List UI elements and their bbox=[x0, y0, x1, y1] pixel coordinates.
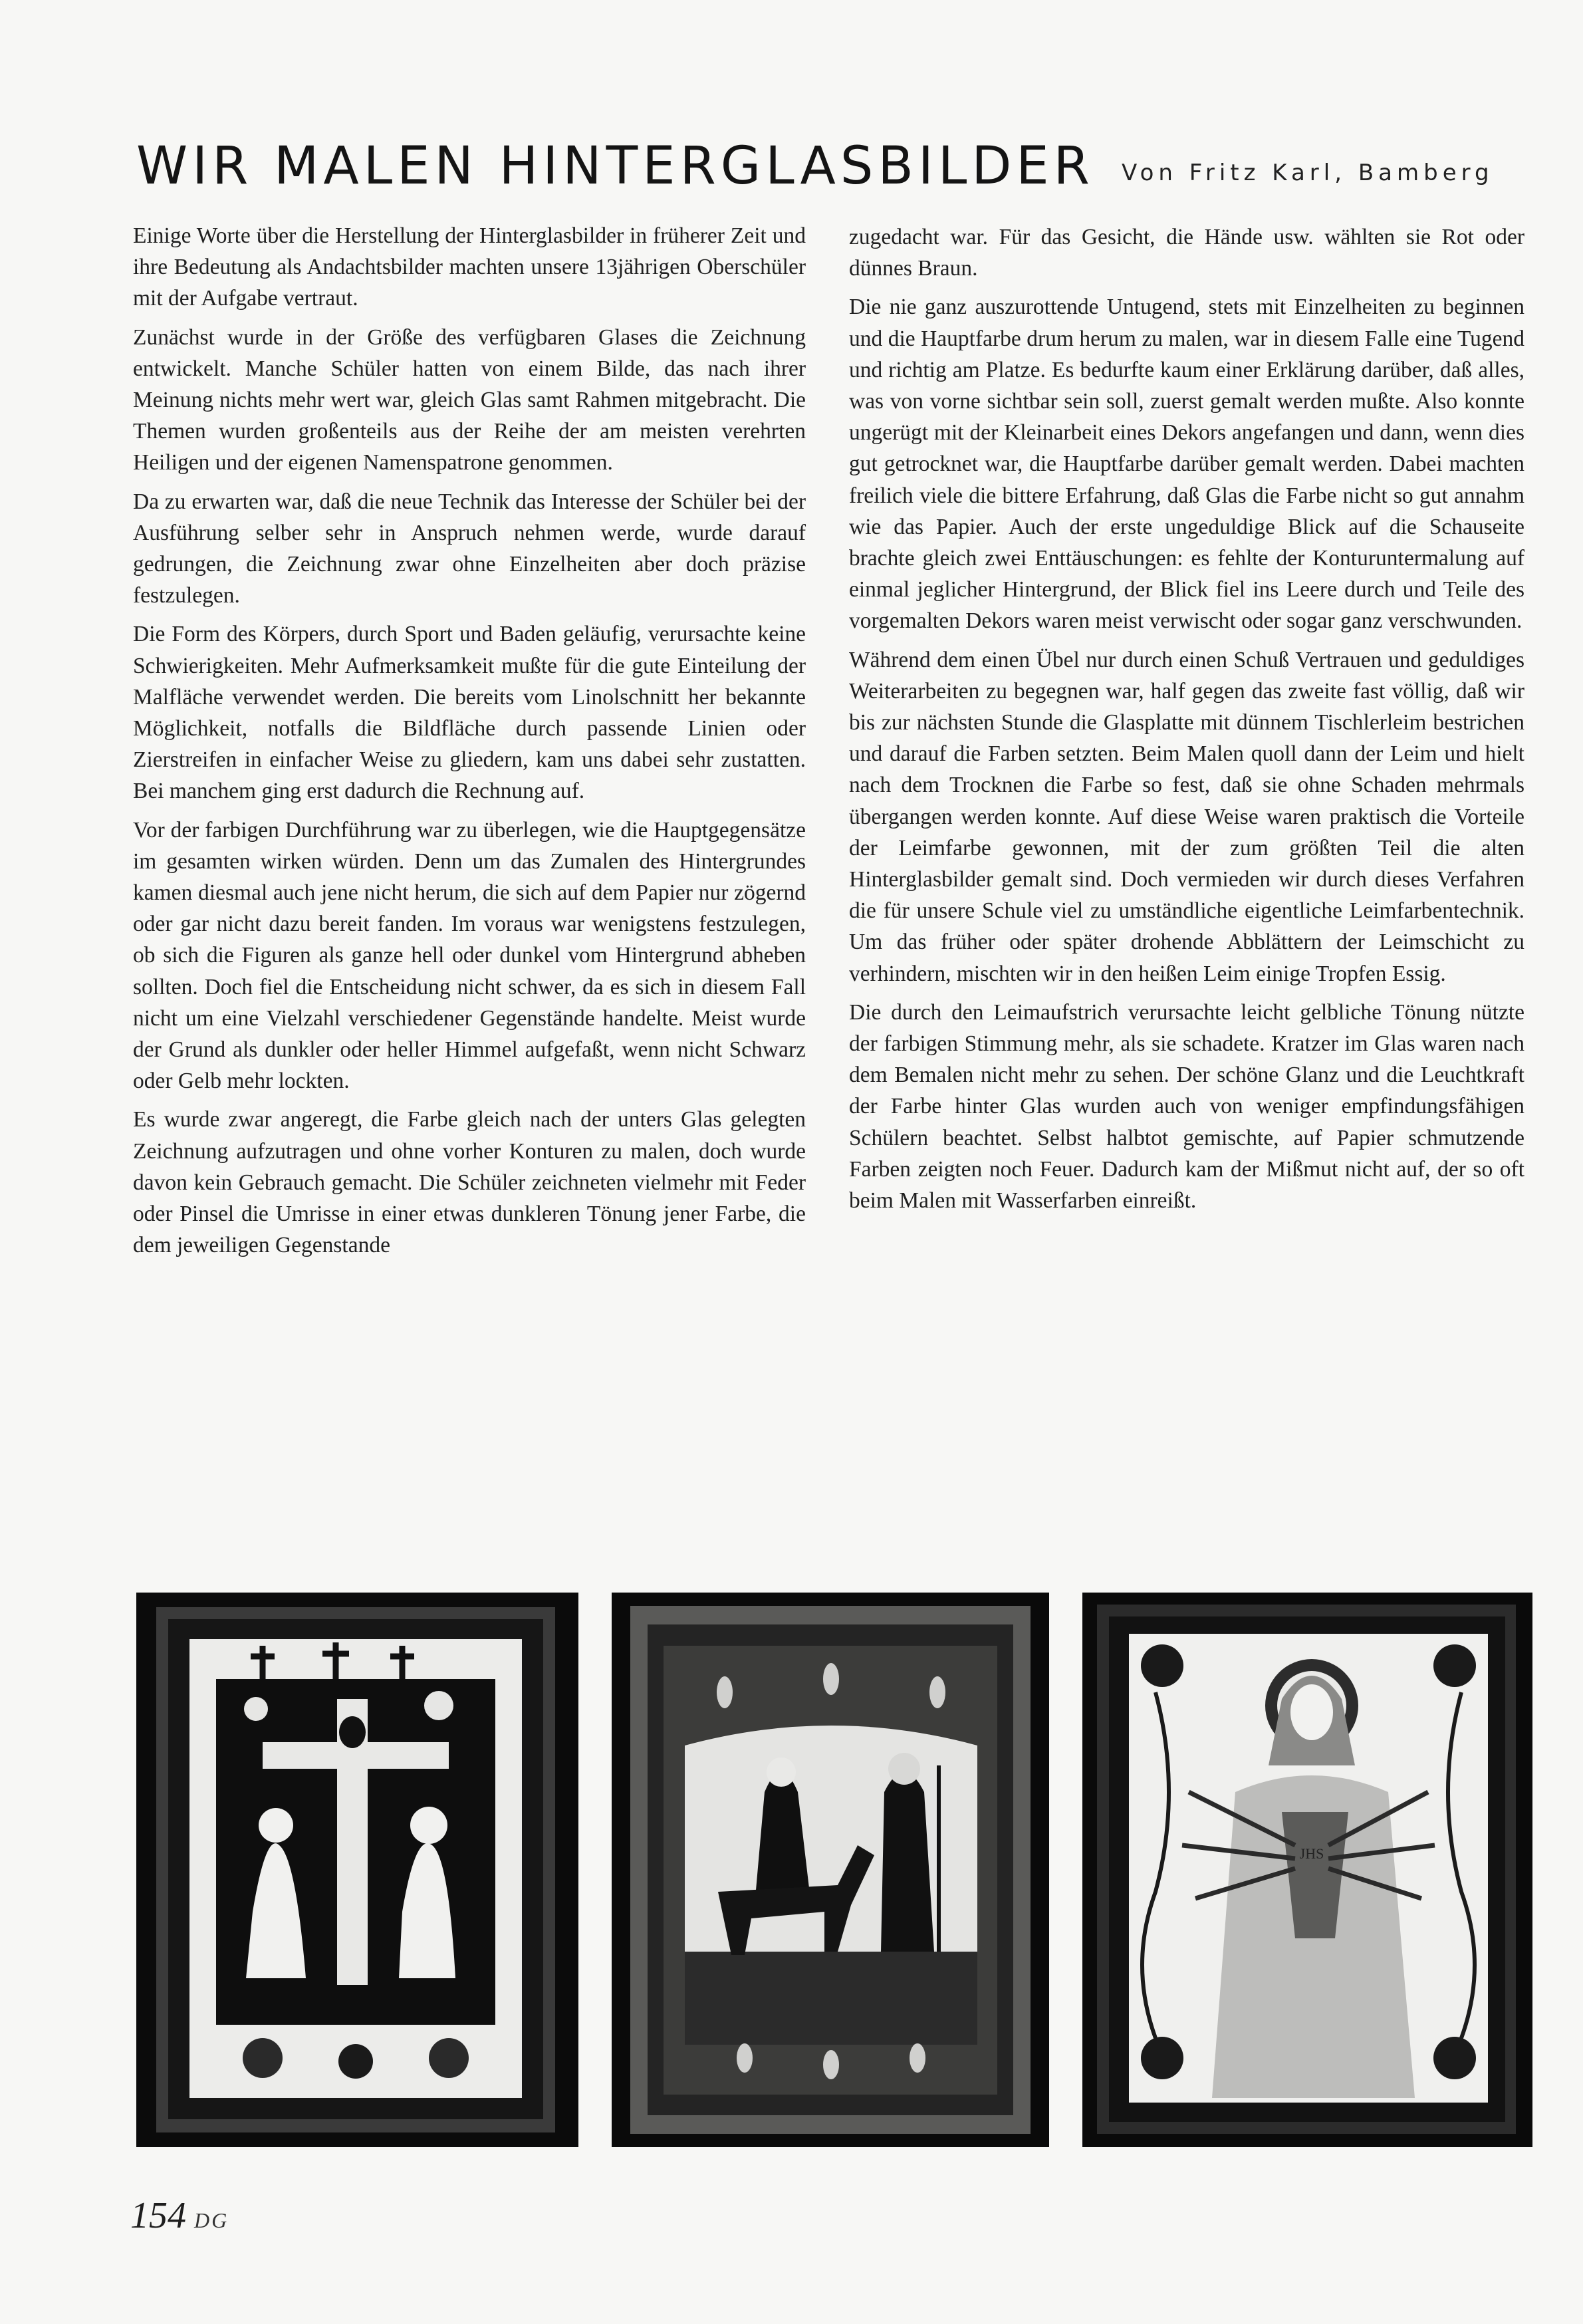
page-number: 154 bbox=[130, 2195, 186, 2236]
paragraph: Vor der farbigen Durchführung war zu überlegen, wie die Hauptgegensätze im gesamten wirken würden. Denn um das Zumalen des Hintergrundes kamen diesmal auch jene nicht herum, die sich auf dem Papier nur zögernd oder gar nicht dazu bereit fanden. Im voraus war wenigstens festzulegen, ob sich die Figuren als ganze hell oder dunkel vom Hintergrund abheben sollten. Doch fiel die Entscheidung nicht schwer, da es sich in diesem Fall nicht um eine Vielzahl verschiedener Gegenstände handelte. Meist wurde der Grund als dunkler oder heller Himmel aufgefaßt, wenn nicht Schwarz oder Gelb mehr lockten. bbox=[133, 817, 806, 1094]
paragraph: Die durch den Leimaufstrich verursachte leicht gelbliche Tönung nützte der farbigen Stimmung mehr, als sie schadete. Kratzer im Glas waren nach dem Bemalen nicht mehr zu sehen. Der schöne Glanz und die Leuchtkraft der Farbe hinter Glas wurden auch von weniger empfindungsfähigen Schülern beachtet. Selbst halbtot gemischte, auf Papier schmutzende Farben zeigten noch Feuer. Dadurch kam der Mißmut nicht auf, der so oft beim Malen mit Wasserfarben einreißt. bbox=[849, 999, 1524, 1214]
photo-strip bbox=[136, 1593, 1532, 2147]
paragraph: Zunächst wurde in der Größe des verfügbaren Glases die Zeichnung entwickelt. Manche Schüler hatten von einem Bilde, das nach ihrer Meinung nichts mehr wert war, gleich Glas samt Rahmen mitgebracht. Die Themen wurden großenteils aus der Reihe der am meisten verehrten Heiligen und der eigenen Namenspatrone genommen. bbox=[133, 324, 806, 475]
article-title: WIR MALEN HINTERGLASBILDER bbox=[136, 136, 1094, 196]
article-byline: Von Fritz Karl, Bamberg bbox=[1122, 160, 1494, 186]
paragraph: zugedacht war. Für das Gesicht, die Hände usw. wählten sie Rot oder dünnes Braun. bbox=[849, 225, 1524, 281]
paragraph: Da zu erwarten war, daß die neue Technik das Interesse der Schüler bei der Ausführung selber sehr in Anspruch nehmen werde, wurde darauf gedrungen, die Zeichnung zwar ohne Einzelheiten aber doch präzise festzulegen. bbox=[133, 489, 806, 608]
text-column-right bbox=[849, 221, 1524, 1224]
paragraph: Die nie ganz auszurottende Untugend, stets mit Einzelheiten zu beginnen und die Hauptfarbe drum herum zu malen, war in diesem Falle eine Tugend und richtig am Platze. Es bedurfte kaum einer Erklärung darüber, daß alles, was von vorne sichtbar sein soll, zuerst gemalt werden mußte. Also konnte ungerügt mit der Kleinarbeit eines Dekors angefangen und dann, wenn dies gut getrocknet war, die Hauptfarbe darüber gemalt werden. Dabei machten freilich viele die bittere Erfahrung, daß Glas die Farbe nicht so gut annahm wie das Papier. Auch der erste ungeduldige Blick auf die Schauseite brachte gleich zwei Enttäuschungen: es fehlte der Konturuntermalung auf einmal jeglicher Hintergrund, der Blick fiel ins Leere durch und Teile des vorgemalten Dekors waren meist verwischt oder sogar ganz verschwunden. bbox=[849, 295, 1524, 634]
paragraph: Es wurde zwar angeregt, die Farbe gleich nach der unters Glas gelegten Zeichnung aufzutragen und ohne vorher Konturen zu malen, doch wurde davon kein Gebrauch gemacht. Die Schüler zeichneten vielmehr mit Feder oder Pinsel die Umrisse in einer etwas dunkleren Tönung jener Farbe, die dem jeweiligen Gegenstande bbox=[133, 1107, 806, 1258]
page-footer bbox=[130, 2194, 229, 2237]
text-column-left bbox=[133, 220, 806, 1269]
painting-inscription: JHS bbox=[1299, 1845, 1324, 1862]
painting-flight-to-egypt bbox=[612, 1593, 1049, 2147]
publication-mark: DG bbox=[194, 2208, 229, 2232]
painting-crucifixion bbox=[136, 1593, 578, 2147]
paragraph: Die Form des Körpers, durch Sport und Baden geläufig, verursachte keine Schwierigkeiten. Mehr Aufmerksamkeit mußte für die gute Einteilung der Malfläche verwendet werden. Die bereits vom Linolschnitt her bekannte Möglichkeit, notfalls die Bildfläche durch passende Linien oder Zierstreifen in einfacher Weise zu gliedern, kam uns dabei sehr zustatten. Bei manchem ging erst dadurch die Rechnung auf. bbox=[133, 622, 806, 804]
paragraph: Einige Worte über die Herstellung der Hinterglasbilder in früherer Zeit und ihre Bedeutung als Andachtsbilder machten unsere 13jährigen Oberschüler mit der Aufgabe vertraut. bbox=[133, 223, 806, 311]
paragraph: Während dem einen Übel nur durch einen Schuß Vertrauen und geduldiges Weiterarbeiten zu begegnen war, half gegen das zweite fast völlig, daß wir bis zur nächsten Stunde die Glasplatte mit dünnem Tischlerleim bestrichen und darauf die Farben setzten. Beim Malen quoll dann der Leim und hielt nach dem Trocknen die Farbe so fest, daß sie ohne Schaden mehrmals übergangen werden konnte. Auf diese Weise waren praktisch die Vorteile der Leimfarbe gewonnen, mit der zum größten Teil die alten Hinterglasbilder gemalt sind. Doch vermieden wir durch dieses Verfahren die für unsere Schule viel zu umständliche eigentliche Leimfarbentechnik. Um das früher oder später drohende Abblättern der Leimschicht zu verhindern, mischten wir in den heißen Leim einige Tropfen Essig. bbox=[849, 647, 1524, 986]
painting-madonna-seven-sorrows bbox=[1082, 1593, 1532, 2147]
